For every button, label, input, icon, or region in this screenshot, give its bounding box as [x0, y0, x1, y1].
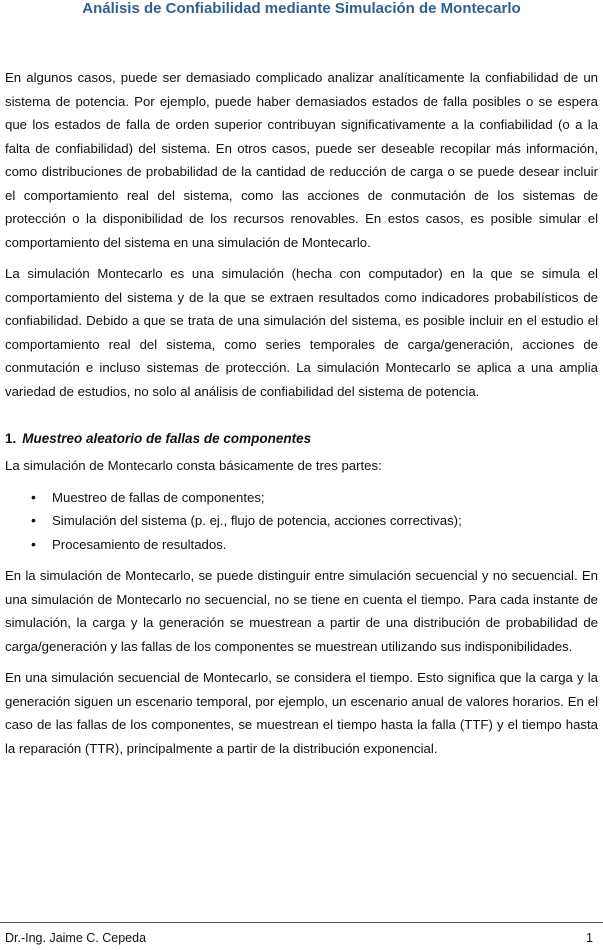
section-paragraph-2: En una simulación secuencial de Montecarlo, se considera el tiempo. Esto significa que la carga y la generación siguen un escenario temporal, por ejemplo, un escenario anual de valores horarios. En el caso de las fallas de los componentes, se muestrean el tiempo hasta la falla (TTF) y el tiempo hasta la reparación (TTR), principalmente a partir de la distribución exponencial.	[5, 670, 598, 756]
list-item: • Procesamiento de resultados.	[52, 533, 598, 557]
section-lead-paragraph: La simulación de Montecarlo consta básicamente de tres partes:	[5, 458, 382, 473]
list-item: • Simulación del sistema (p. ej., flujo de potencia, acciones correctivas);	[52, 509, 598, 533]
page-footer	[5, 931, 593, 945]
footer-author: Dr.-Ing. Jaime C. Cepeda	[5, 931, 147, 945]
section-number: 1.	[5, 431, 17, 446]
intro-paragraph-2: La simulación Montecarlo es una simulación (hecha con computador) en la que se simula el comportamiento del sistema y de la que se extraen resultados como indicadores probabilísticos de confiabilidad. Debido a que se trata de una simulación del sistema, es posible incluir en el estudio el comportamiento real del sistema, como series temporales de carga/generación, acciones de conmutación e incluso sistemas de protección. La simulación Montecarlo se aplica a una amplia variedad de estudios, no solo al análisis de confiabilidad del sistema de potencia.	[5, 266, 598, 399]
bullet-list	[5, 486, 598, 557]
list-item: • Muestreo de fallas de componentes;	[52, 486, 598, 510]
section-paragraph-1: En la simulación de Montecarlo, se puede distinguir entre simulación secuencial y no secuencial. En una simulación de Montecarlo no secuencial, no se tiene en cuenta el tiempo. Para cada instante de simulación, la carga y la generación se muestrean a partir de una distribución de probabilidad de carga/generación y las fallas de los componentes se muestrean utilizando sus indisponibilidades.	[5, 568, 598, 654]
footer-divider	[0, 922, 603, 923]
page-header-title: Análisis de Confiabilidad mediante Simulación de Montecarlo	[82, 0, 521, 17]
page-number: 1	[586, 931, 593, 945]
document-body	[5, 66, 598, 768]
intro-paragraph-1: En algunos casos, puede ser demasiado complicado analizar analíticamente la confiabilidad de un sistema de potencia. Por ejemplo, puede haber demasiados estados de falla posibles o se espera que los estados de falla de orden superior contribuyan significativamente a la confiabilidad (o a la falta de confiabilidad) del sistema. En otros casos, puede ser deseable recopilar más información, como distribuciones de probabilidad de la cantidad de reducción de carga o se puede desear incluir el comportamiento real del sistema, como las acciones de conmutación de los sistemas de protección o la disponibilidad de los recursos renovables. En estos casos, es posible simular el comportamiento del sistema en una simulación de Montecarlo.	[5, 70, 598, 250]
section-heading	[5, 427, 598, 450]
section-title-text: Muestreo aleatorio de fallas de componentes	[22, 431, 312, 446]
